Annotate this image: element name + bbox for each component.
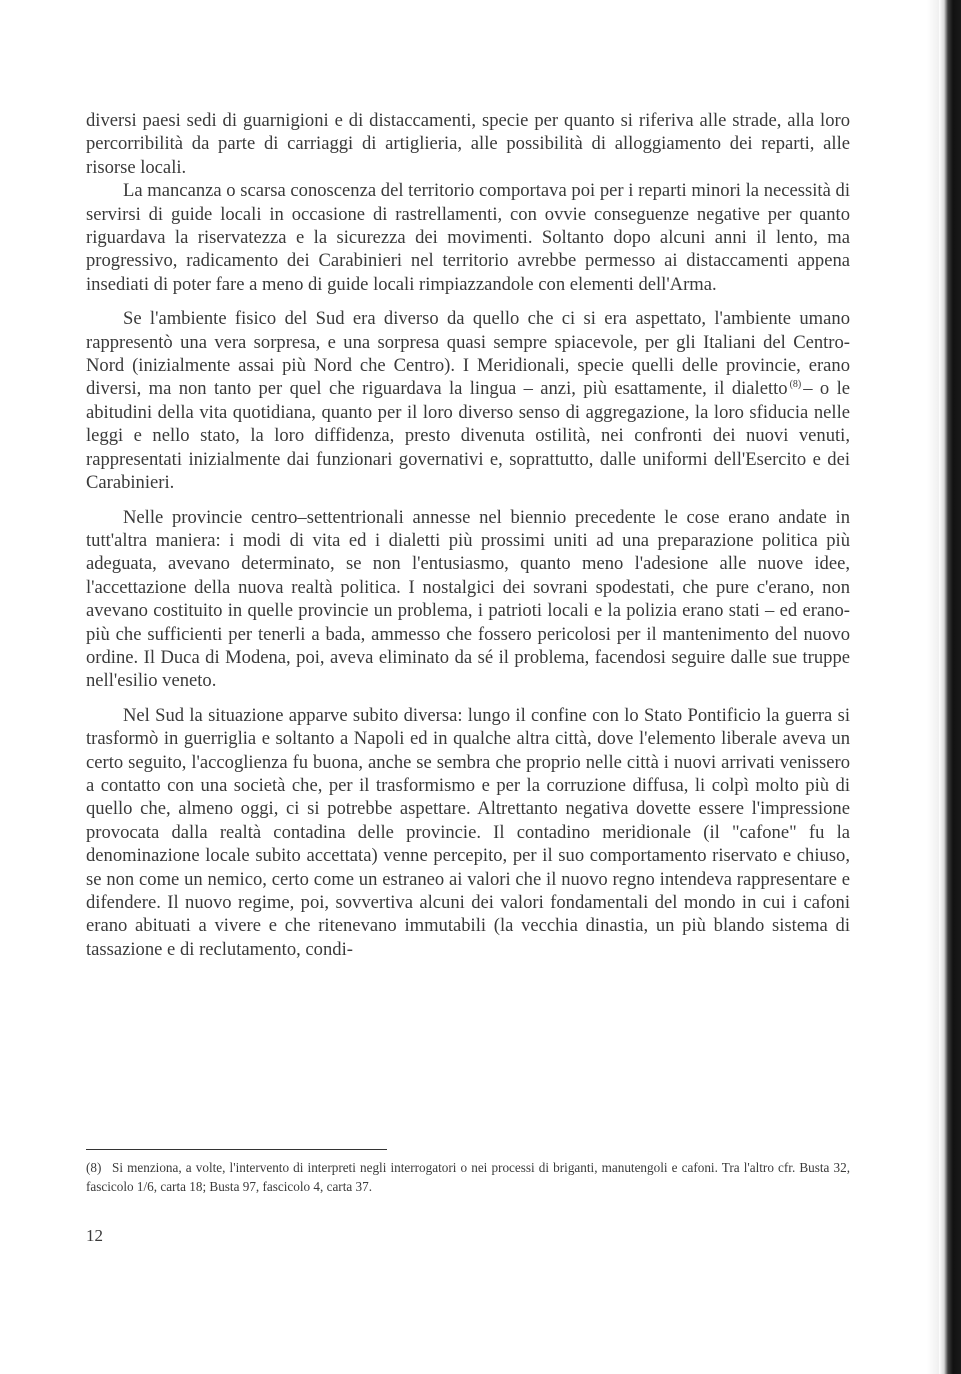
paragraph-nel-sud: Nel Sud la situazione apparve subito diversa: lungo il confine con lo Stato Pontificio la guerra si trasformò in guerriglia e soltanto a Napoli ed in qualche altra città, dove l'elemento liberale aveva un certo seguito, l'accoglienza fu buona, anche se sembra che proprio nelle città i nuovi arrivati venissero a contatto con una società che, per il trasformismo e per la corruzione diffusa, li colpì molto più di quello che, almeno oggi, ci si potrebbe aspettare. Altrettanto negativa dovette essere l'impressione provocata dalla realtà contadina delle provincie. Il contadino meridionale (il "cafone" fu la denominazione locale subito accettata) venne percepito, per il suo comportamento riservato e chiuso, se non come un nemico, certo come un estraneo ai valori che il nuovo regno intendeva rappresentare e difendere. Il nuovo regime, poi, sovvertiva alcuni dei valori fondamentali del mondo in cui i cafoni erano abituati a vivere e che ritenevano immutabili (la vecchia dinastia, un più blando sistema di tassazione e di reclutamento, condi- [86, 704, 850, 960]
body-text [86, 109, 850, 961]
paragraph-guide-locali: La mancanza o scarsa conoscenza del territorio comportava poi per i reparti minori la necessità di servirsi di guide locali in occasione di rastrellamenti, con ovvie conseguenze negative per quanto riguardava la riservatezza e la sicurezza dei movimenti. Soltanto dopo alcuni anni il lento, ma progressivo, radicamento dei Carabinieri nel territorio avrebbe permesso ai distaccamenti appena insediati di poter fare a meno di guide locali rimpiazzandole con elementi dell'Arma. [86, 180, 850, 295]
paragraph-text-after-note: – o le abitudini della vita quotidiana, quanto per il loro diverso senso di aggregazione, la loro sfiducia nelle leggi e nello stato, la loro diffidenza, presto divenuta ostilità, nei confronti dei nuovi venuti, rappresentati inizialmente dai funzionari governativi e, soprattutto, dalle uniformi dell'Esercito e dei Carabinieri. [86, 378, 851, 494]
footnote-8 [86, 1158, 850, 1196]
page-gutter-shadow [927, 0, 939, 1374]
paragraph-text-before-note: Se l'ambiente fisico del Sud era diverso da quello che ci si era aspettato, l'ambiente umano rappresentò una vera sorpresa, e una sorpresa quasi sempre spiacevole, per gli Italiani del Centro-Nord (inizialmente assai più Nord che Centro). I Meridionali, specie quelli delle provincie, erano diversi, ma non tanto per quel che riguardava la lingua – anzi, più esattamente, il dialetto [86, 308, 850, 400]
page-number: 12 [86, 1226, 103, 1245]
paragraph-continuation: diversi paesi sedi di guarnigioni e di distaccamenti, specie per quanto si riferiva alle strade, alla loro percorribilità da parte di carriaggi di artiglieria, alle possibilità di alloggiamento dei reparti, alle risorse locali. [86, 110, 850, 178]
footnote-number: (8) [86, 1160, 102, 1175]
paragraph-ambiente-umano [86, 307, 850, 494]
footnote-text: Si menziona, a volte, l'intervento di interpreti negli interrogatori o nei processi di briganti, manutengoli e cafoni. Tra l'altro cfr. Busta 32, fascicolo 1/6, carta 18; Busta 97, fascicolo 4, carta 37. [86, 1160, 850, 1194]
paragraph-provincie-centro-settentrionali: Nelle provincie centro–settentrionali annesse nel biennio precedente le cose erano andate in tutt'altra maniera: i modi di vita ed i dialetti più prossimi uniti ad una preparazione politica più adeguata, avevano determinato, se non l'entusiasmo, quanto meno l'adesione alle nuove idee, l'accettazione della nuova realtà politica. I nostalgici dei sovrani spodestati, che pure c'erano, non avevano costituito in quelle provincie un problema, i patrioti locali e la polizia erano stati – ed erano- più che sufficienti per tenerli a bada, ammesso che fossero pericolosi per il mantenimento del nuovo ordine. Il Duca di Modena, poi, aveva eliminato da sé il problema, facendosi seguire dalle sue truppe nell'esilio veneto. [86, 506, 850, 692]
footnote-reference-8[interactable]: (8) [789, 379, 802, 391]
book-spine-edge [939, 0, 961, 1374]
footnote-separator [86, 1149, 387, 1150]
